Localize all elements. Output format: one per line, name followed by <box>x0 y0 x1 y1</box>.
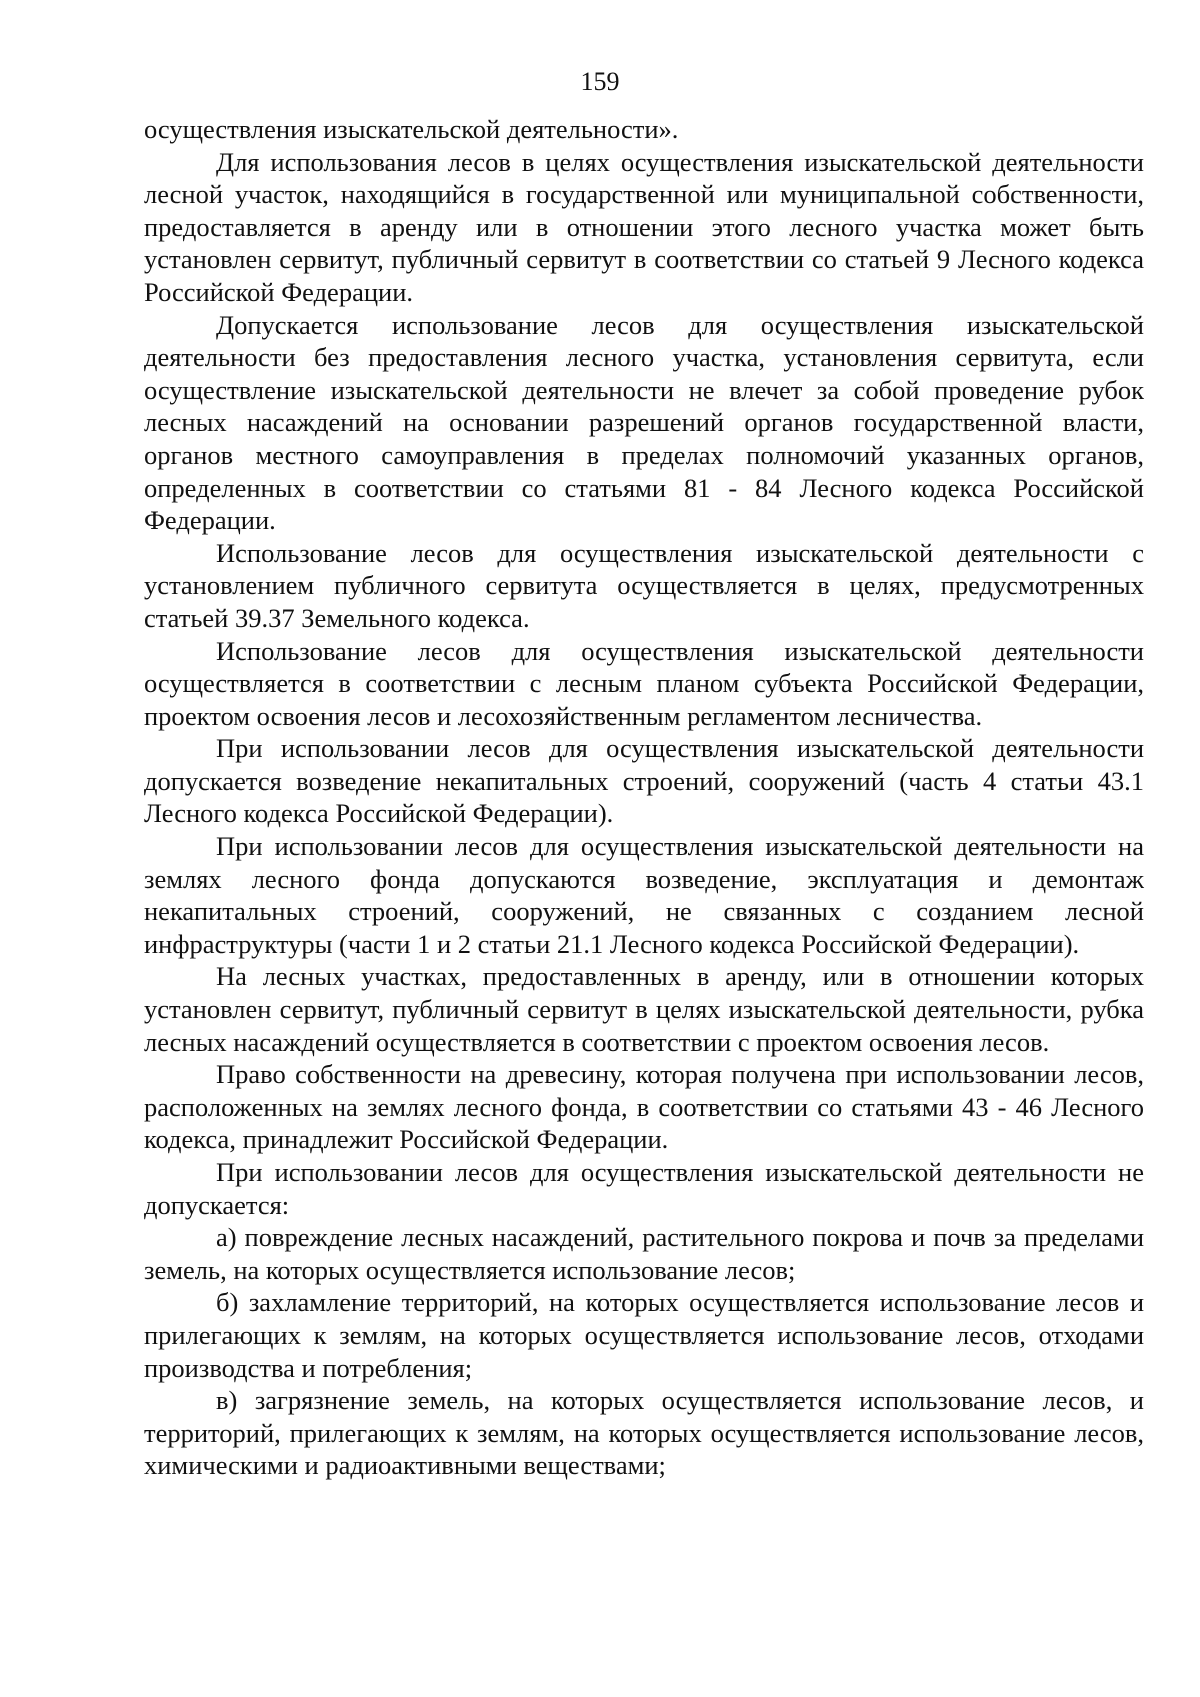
paragraph: При использовании лесов для осуществления изыскательской деятельности допускается возведение некапитальных строений, сооружений (часть 4 статьи 43.1 Лесного кодекса Российской Федерации). <box>144 733 1144 829</box>
paragraph-continuation: осуществления изыскательской деятельности». <box>144 114 679 144</box>
paragraph: Допускается использование лесов для осуществления изыскательской деятельности без предоставления лесного участка, установления сервитута, если осуществление изыскательской деятельности не влечет за собой проведение рубок лесных насаждений на основании разрешений органов государственной власти, органов местного самоуправления в пределах полномочий указанных органов, определенных в соответствии со статьями 81 - 84 Лесного кодекса Российской Федерации. <box>144 309 1144 536</box>
list-item-a: а) повреждение лесных насаждений, растительного покрова и почв за пределами земель, на которых осуществляется использование лесов; <box>144 1222 1144 1285</box>
page-number: 159 <box>580 67 620 96</box>
paragraph: На лесных участках, предоставленных в аренду, или в отношении которых установлен сервитут, публичный сервитут в целях изыскательской деятельности, рубка лесных насаждений осуществляется в соответствии с проектом освоения лесов. <box>144 961 1144 1057</box>
paragraph: Использование лесов для осуществления изыскательской деятельности осуществляется в соответствии с лесным планом субъекта Российской Федерации, проектом освоения лесов и лесохозяйственным регламентом лесничества. <box>144 635 1144 731</box>
paragraph: При использовании лесов для осуществления изыскательской деятельности на землях лесного фонда допускаются возведение, эксплуатация и демонтаж некапитальных строений, сооружений, не связанных с созданием лесной инфраструктуры (части 1 и 2 статьи 21.1 Лесного кодекса Российской Федерации). <box>144 831 1144 959</box>
paragraph: При использовании лесов для осуществления изыскательской деятельности не допускается: <box>144 1157 1144 1220</box>
paragraph: Для использования лесов в целях осуществления изыскательской деятельности лесной участок, находящийся в государственной или муниципальной собственности, предоставляется в аренду или в отношении этого лесного участка может быть установлен сервитут, публичный сервитут в соответствии со статьей 9 Лесного кодекса Российской Федерации. <box>144 146 1144 307</box>
list-item-b: б) захламление территорий, на которых осуществляется использование лесов и прилегающих к землям, на которых осуществляется использование лесов, отходами производства и потребления; <box>144 1287 1144 1383</box>
list-item-c: в) загрязнение земель, на которых осуществляется использование лесов, и территорий, прилегающих к землям, на которых осуществляется использование лесов, химическими и радиоактивными веществами; <box>144 1385 1144 1481</box>
body-text <box>144 113 1144 1482</box>
paragraph: Использование лесов для осуществления изыскательской деятельности с установлением публичного сервитута осуществляется в целях, предусмотренных статьей 39.37 Земельного кодекса. <box>144 537 1144 633</box>
paragraph: Право собственности на древесину, которая получена при использовании лесов, расположенных на землях лесного фонда, в соответствии со статьями 43 - 46 Лесного кодекса, принадлежит Российской Федерации. <box>144 1059 1144 1155</box>
